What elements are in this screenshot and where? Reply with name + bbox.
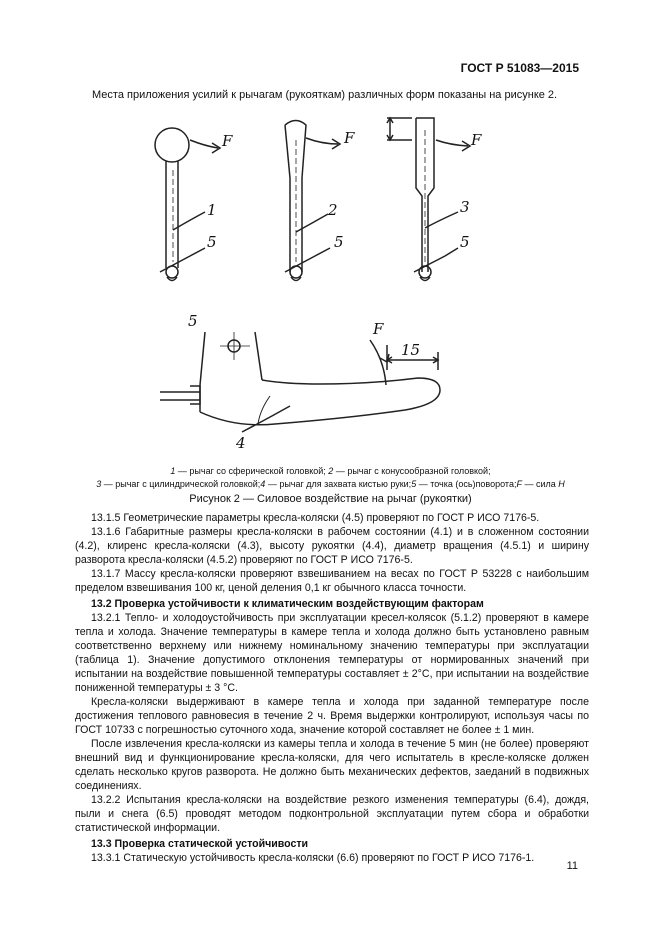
- paragraph-13-2-1: 13.2.1 Тепло- и холодоустойчивость при эксплуатации кресел-колясок (5.1.2) проверяют в камере тепла и холода. Значение температуры в камере тепла и холода должно быть установлено равным соответственно верхнему или нижнему номинальному значению температуры при эксплуатации (таблица 1). Значение допустимого отклонения температуры от нормированных значений при испытании на воздействие повышенной температуры составляет ± 2°С, при испытании на воздействие пониженной температуры ± 3 °С.: [75, 612, 589, 694]
- label-2: 2: [328, 201, 338, 219]
- figure-caption: Рисунок 2 — Силовое воздействие на рычаг (рукоятки): [189, 493, 472, 505]
- dimension-15: 15: [401, 341, 421, 359]
- section-heading-13-3: 13.3 Проверка статической устойчивости: [91, 838, 309, 850]
- label-5c: 5: [460, 233, 470, 251]
- paragraph-13-3-1: 13.3.1 Статическую устойчивость кресла-коляски (6.6) проверяют по ГОСТ Р ИСО 7176-1.: [91, 852, 535, 864]
- paragraph-13-1-5: 13.1.5 Геометрические параметры кресла-коляски (4.5) проверяют по ГОСТ Р ИСО 7176-5.: [91, 512, 540, 524]
- paragraph-13-1-6: 13.1.6 Габаритные размеры кресла-коляски в рабочем состоянии (4.1) и в сложенном состоянии (4.2), клиренс кресла-коляски (4.3), высоту рукоятки (4.4), диаметр вращения (4.5.1) и ширину разворота кресла-коляски (4.5.2) проверяют по ГОСТ Р ИСО 7176-5.: [75, 526, 589, 566]
- paragraph-exposure: Кресла-коляски выдерживают в камере тепла и холода при заданной температуре после достижения теплового равновесия в течение 2 ч. Время выдержки контролируют, используя часы по ГОСТ 10733 с погрешностью суточного хода, значение которой составляет не более ± 1 мин.: [75, 696, 589, 736]
- label-3: 3: [460, 198, 470, 216]
- intro-text: Места приложения усилий к рычагам (рукояткам) различных форм показаны на рисунке 2.: [92, 89, 558, 101]
- force-label-1: F: [222, 132, 233, 150]
- document-header: ГОСТ Р 51083—2015: [460, 61, 579, 75]
- paragraph-13-2-2: 13.2.2 Испытания кресла-коляски на воздействие резкого изменения температуры (6.4), дождя, пыли и снега (6.5) проводят методом подконтрольной эксплуатации путем сбора и обработки статистической информации.: [75, 794, 589, 834]
- figure-2: [0, 112, 661, 462]
- figure-legend-line-1: 1 — рычаг со сферической головкой; 2 — рычаг с конусообразной головкой;: [170, 466, 491, 476]
- label-5d: 5: [188, 312, 198, 330]
- label-1: 1: [207, 201, 217, 219]
- force-label-4: F: [373, 320, 384, 338]
- force-label-3: F: [471, 131, 482, 149]
- paragraph-13-1-7: 13.1.7 Массу кресла-коляски проверяют взвешиванием на весах по ГОСТ Р 53228 с наибольшим пределом взвешивания 100 кг, ценой деления 0,1 кг обычного класса точности.: [75, 568, 589, 594]
- paragraph-after-extraction: После извлечения кресла-коляски из камеры тепла и холода в течение 5 мин (не более) проверяют внешний вид и функционирование кресла-коляски, для чего испытатель в кресле-коляске должен сделать несколько кругов разворота. Не должно быть механических дефектов, заеданий в подвижных соединениях.: [75, 738, 589, 792]
- label-4: 4: [236, 434, 246, 452]
- lever-cylindrical: [387, 118, 470, 281]
- page-number: 11: [566, 860, 578, 872]
- figure-legend-line-2: 3 — рычаг с цилиндрической головкой;4 — рычаг для захвата кистью руки;5 — точка (ось)поворота;F — сила H: [96, 479, 565, 489]
- label-5a: 5: [207, 233, 217, 251]
- label-5b: 5: [334, 233, 344, 251]
- force-label-2: F: [344, 129, 355, 147]
- section-heading-13-2: 13.2 Проверка устойчивости к климатическим воздействующим факторам: [91, 598, 484, 610]
- lever-hand-grip: [160, 332, 440, 432]
- body-text: [75, 511, 589, 865]
